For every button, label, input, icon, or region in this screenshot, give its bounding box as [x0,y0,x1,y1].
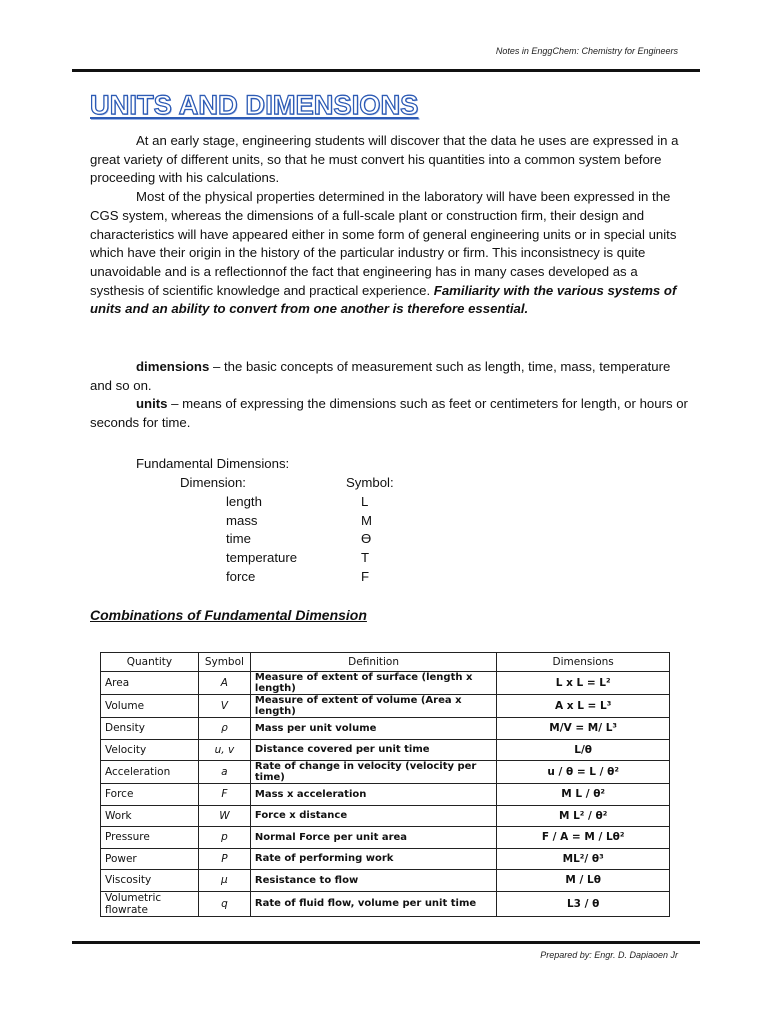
table-header-row [101,653,670,672]
fundamental-row-name: length [226,494,262,509]
definition-cell: Distance covered per unit time [250,739,496,761]
fundamental-row-symbol: F [361,569,370,584]
dimensions-cell: u / θ = L / θ² [497,761,670,784]
symbol-cell: q [198,891,250,916]
fundamental-row-name: temperature [226,550,298,565]
column-header: Definition [250,653,496,672]
fundamental-row-symbol: T [361,550,370,565]
table-row [101,870,670,892]
column-header: Symbol [198,653,250,672]
definition-cell: Resistance to flow [250,870,496,892]
dimensions-cell: ML²/ θ³ [497,848,670,870]
footer-rule [72,941,700,944]
quantity-cell: Velocity [101,739,199,761]
quantity-cell: Power [101,848,199,870]
intro-paragraph-2 [90,188,690,319]
intro-section [90,132,690,319]
definition-units-term: units [136,396,168,412]
definition-cell: Mass per unit volume [250,718,496,740]
table-row [101,827,670,849]
symbol-cell: p [198,827,250,849]
fundamental-row-symbol: ϴ [361,531,372,546]
dimensions-cell: F / A = M / Lθ² [497,827,670,849]
definition-cell: Normal Force per unit area [250,827,496,849]
page-title: UNITS AND DIMENSIONS [90,90,419,120]
symbol-cell: F [198,784,250,806]
header-note: Notes in EnggChem: Chemistry for Engineers [495,46,678,56]
intro-paragraph-1: At an early stage, engineering students will discover that the data he uses are expressed in a great variety of different units, so that he must convert his quantities into a common system before proceeding with his calculations. [90,133,679,186]
definition-cell: Measure of extent of surface (length x length) [250,672,496,695]
header-rule [72,69,700,72]
table-row [101,695,670,718]
symbol-cell: μ [198,870,250,892]
column-header: Dimensions [497,653,670,672]
symbol-cell: u, v [198,739,250,761]
table-row [101,672,670,695]
quantity-cell: Area [101,672,199,695]
symbol-cell: P [198,848,250,870]
fundamental-row-name: mass [226,513,258,528]
table-row [101,739,670,761]
fundamental-col-symbol: Symbol: [346,475,394,490]
intro-emphasis: Familiarity with the various systems of units and an ability to convert from one another is therefore essential. [90,282,677,317]
definitions-section [90,358,690,433]
dimensions-cell: L3 / θ [497,891,670,916]
symbol-cell: A [198,672,250,695]
quantity-cell: Volumetric flowrate [101,891,199,916]
combinations-heading: Combinations of Fundamental Dimension [90,607,367,623]
symbol-cell: a [198,761,250,784]
fundamental-row-symbol: M [361,513,372,528]
dimensions-cell: L x L = L² [497,672,670,695]
definition-cell: Force x distance [250,805,496,827]
definition-dimensions-text: – the basic concepts of measurement such as length, time, mass, temperature and so on. [90,359,671,393]
symbol-cell: W [198,805,250,827]
table-row [101,891,670,916]
dimensions-cell: M L² / θ² [497,805,670,827]
definition-dimensions [90,358,690,395]
fundamental-heading: Fundamental Dimensions: [136,456,290,471]
definition-cell: Rate of fluid flow, volume per unit time [250,891,496,916]
table-row [101,848,670,870]
quantity-cell: Pressure [101,827,199,849]
dimensions-cell: L/θ [497,739,670,761]
footer-note: Prepared by: Engr. D. Dapiaoen Jr [540,950,678,960]
symbol-cell: ρ [198,718,250,740]
dimensions-cell: M L / θ² [497,784,670,806]
fundamental-col-dimension: Dimension: [180,475,246,490]
definition-dimensions-term: dimensions [136,359,210,374]
dimensions-cell: A x L = L³ [497,695,670,718]
quantity-cell: Work [101,805,199,827]
quantity-cell: Acceleration [101,761,199,784]
fundamental-row-name: time [226,531,251,546]
quantity-cell: Force [101,784,199,806]
definition-cell: Measure of extent of volume (Area x length) [250,695,496,718]
definition-cell: Rate of performing work [250,848,496,870]
quantity-cell: Density [101,718,199,740]
dimensions-cell: M / Lθ [497,870,670,892]
fundamental-row-symbol: L [361,494,369,509]
combinations-table [100,652,670,917]
quantity-cell: Viscosity [101,870,199,892]
dimensions-cell: M/V = M/ L³ [497,718,670,740]
quantity-cell: Volume [101,695,199,718]
intro-paragraph-2-text: Most of the physical properties determined in the laboratory will have been expressed in the CGS system, whereas the dimensions of a full-scale plant or construction firm, their design and characteristics will have appeared either in some form of general engineering units or in special units which have their origin in the history of the particular industry or firm. This inconsistnecy is quite unavoidable and is a reflectionnof the fact that engineering has in many cases developed as a systhesis of scientific knowledge and practical experience. [90,189,677,298]
definition-units-text: – means of expressing the dimensions such as feet or centimeters for length, or hours or seconds for time. [90,396,688,431]
definition-units [90,395,690,432]
table-row [101,761,670,784]
table-row [101,784,670,806]
table-row [101,805,670,827]
symbol-cell: V [198,695,250,718]
fundamental-row-name: force [226,569,256,584]
definition-cell: Rate of change in velocity (velocity per time) [250,761,496,784]
column-header: Quantity [101,653,199,672]
table-row [101,718,670,740]
definition-cell: Mass x acceleration [250,784,496,806]
